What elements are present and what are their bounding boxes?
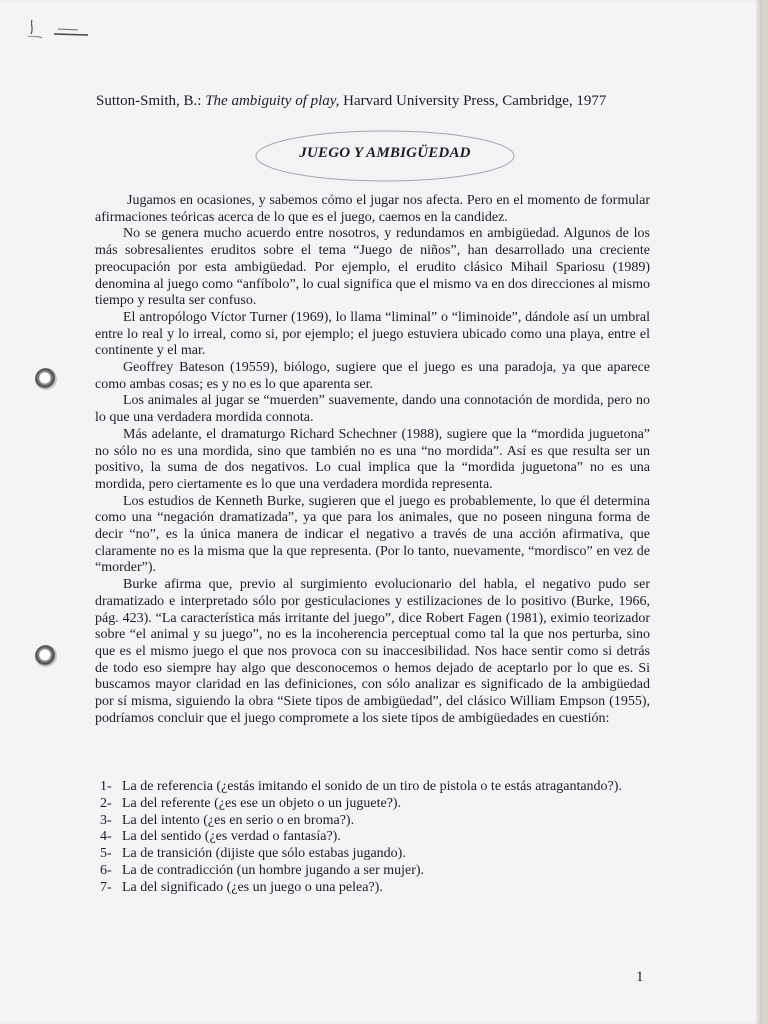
list-item-text: La de referencia (¿estás imitando el sonido de un tiro de pistola o te estás atragantando?).	[122, 779, 622, 794]
list-item	[100, 813, 650, 830]
list-item	[100, 863, 650, 880]
reference-book-title: The ambiguity of play,	[205, 93, 340, 109]
list-item-number: 3-	[100, 812, 112, 828]
list-item	[100, 880, 650, 897]
paragraph: Los animales al jugar se “muerden” suavemente, dando una connotación de mordida, pero no lo que una verdadera mordida connota.	[95, 393, 650, 426]
list-item-number: 4-	[100, 829, 112, 845]
list-item-text: La de transición (dijiste que sólo estabas jugando).	[122, 846, 406, 862]
punch-hole	[35, 368, 57, 390]
list-item-text: La del intento (¿es en serio o en broma?).	[122, 812, 355, 828]
list-item-text: La del referente (¿es ese un objeto o un juguete?).	[122, 795, 402, 811]
list-item-number: 6-	[100, 862, 112, 878]
page-number: 1	[636, 969, 644, 985]
list-item	[100, 846, 650, 863]
paragraph: Más adelante, el dramaturgo Richard Schechner (1988), sugiere que la “mordida juguetona” no sólo no es una mordida, sino que también no es una “no mordida”. Así es que resulta ser un positivo, la suma de dos negativos. Lo cual implica que la “mordida juguetona” no es una mordida, pero ciertamente es lo que una verdadera mordida representa.	[95, 426, 650, 492]
reference-publisher: Harvard University Press, Cambridge, 1977	[343, 93, 607, 109]
list-item-text: La de contradicción (un hombre jugando a ser mujer).	[122, 862, 425, 878]
list-item-number: 1-	[100, 779, 112, 794]
list-item	[100, 829, 650, 846]
paragraph: El antropólogo Víctor Turner (1969), lo llama “liminal” o “liminoide”, dándole así un umbral entre lo real y lo irreal, como si, por ejemplo; el juego estuviera ubicado como una playa, entre el continente y el mar.	[95, 309, 650, 359]
punch-hole	[35, 645, 57, 667]
reference-author: Sutton-Smith, B.:	[96, 93, 202, 109]
handwritten-mark	[18, 14, 98, 54]
list-item-number: 2-	[100, 795, 112, 811]
list-item-number: 5-	[100, 846, 112, 862]
paragraph: Los estudios de Kenneth Burke, sugieren que el juego es probablemente, lo que él determina como una “negación dramatizada”, ya que para los animales, que no poseen ninguna forma de decir “no”, es la única manera de indicar el negativo a través de una acción afirmativa, que claramente no es la misma que la que representa. (Por lo tanto, nuevamente, “mordisco” en vez de “morder”).	[95, 493, 650, 576]
bibliographic-reference	[96, 93, 606, 110]
document-body	[95, 193, 650, 728]
list-item-number: 7-	[100, 879, 112, 895]
paragraph: Burke afirma que, previo al surgimiento evolucionario del habla, el negativo pudo ser dramatizado e interpretado sólo por gesticulaciones y estilizaciones de lo positivo (Burke, 1966, pág. 423). “La característica más irritante del juego”, dice Robert Fagen (1981), eximio teorizador sobre “el animal y su juego”, no es la incoherencia perceptual como tal la que nos perturba, sino que es el mismo juego el que nos provoca con su inaccesibilidad. Nos hace sentir como si detrás de todo eso siempre hay algo que desconocemos o hemos dejado de aceptarlo por lo que es. Si buscamos mayor claridad en las definiciones, con sólo analizar es significado de la ambigüedad por sí misma, siguiendo la obra “Siete tipos de ambigüedad”, del clásico William Empson (1955), podríamos concluir que el juego compromete a los siete tipos de ambigüedades en cuestión:	[95, 577, 650, 726]
page-edge-shadow	[756, 0, 762, 1024]
list-item	[100, 796, 650, 813]
paragraph: Jugamos en ocasiones, y sabemos cómo el jugar nos afecta. Pero en el momento de formular afirmaciones teóricas acerca de lo que es el juego, caemos en la candidez.	[95, 193, 650, 225]
list-item-text: La del significado (¿es un juego o una pelea?).	[122, 879, 383, 895]
list-item-text: La del sentido (¿es verdad o fantasía?).	[122, 829, 341, 845]
ambiguity-types-list	[100, 779, 650, 897]
paragraph: Geoffrey Bateson (19559), biólogo, sugiere que el juego es una paradoja, ya que aparece como ambas cosas; es y no es lo que aparenta ser.	[95, 360, 650, 392]
document-title: JUEGO Y AMBIGÜEDAD	[299, 145, 471, 161]
list-item	[100, 779, 650, 796]
paragraph: No se genera mucho acuerdo entre nosotros, y redundamos en ambigüedad. Algunos de los más sobresalientes eruditos sobre el tema “Juego de niños”, han desarrollado una creciente preocupación por esta ambigüedad. Por ejemplo, el erudito clásico Mihail Spariosu (1989) denomina al juego como “anfíbolo”, lo cual significa que el mismo va en dos direcciones al mismo tiempo y resulta ser confuso.	[95, 226, 650, 309]
